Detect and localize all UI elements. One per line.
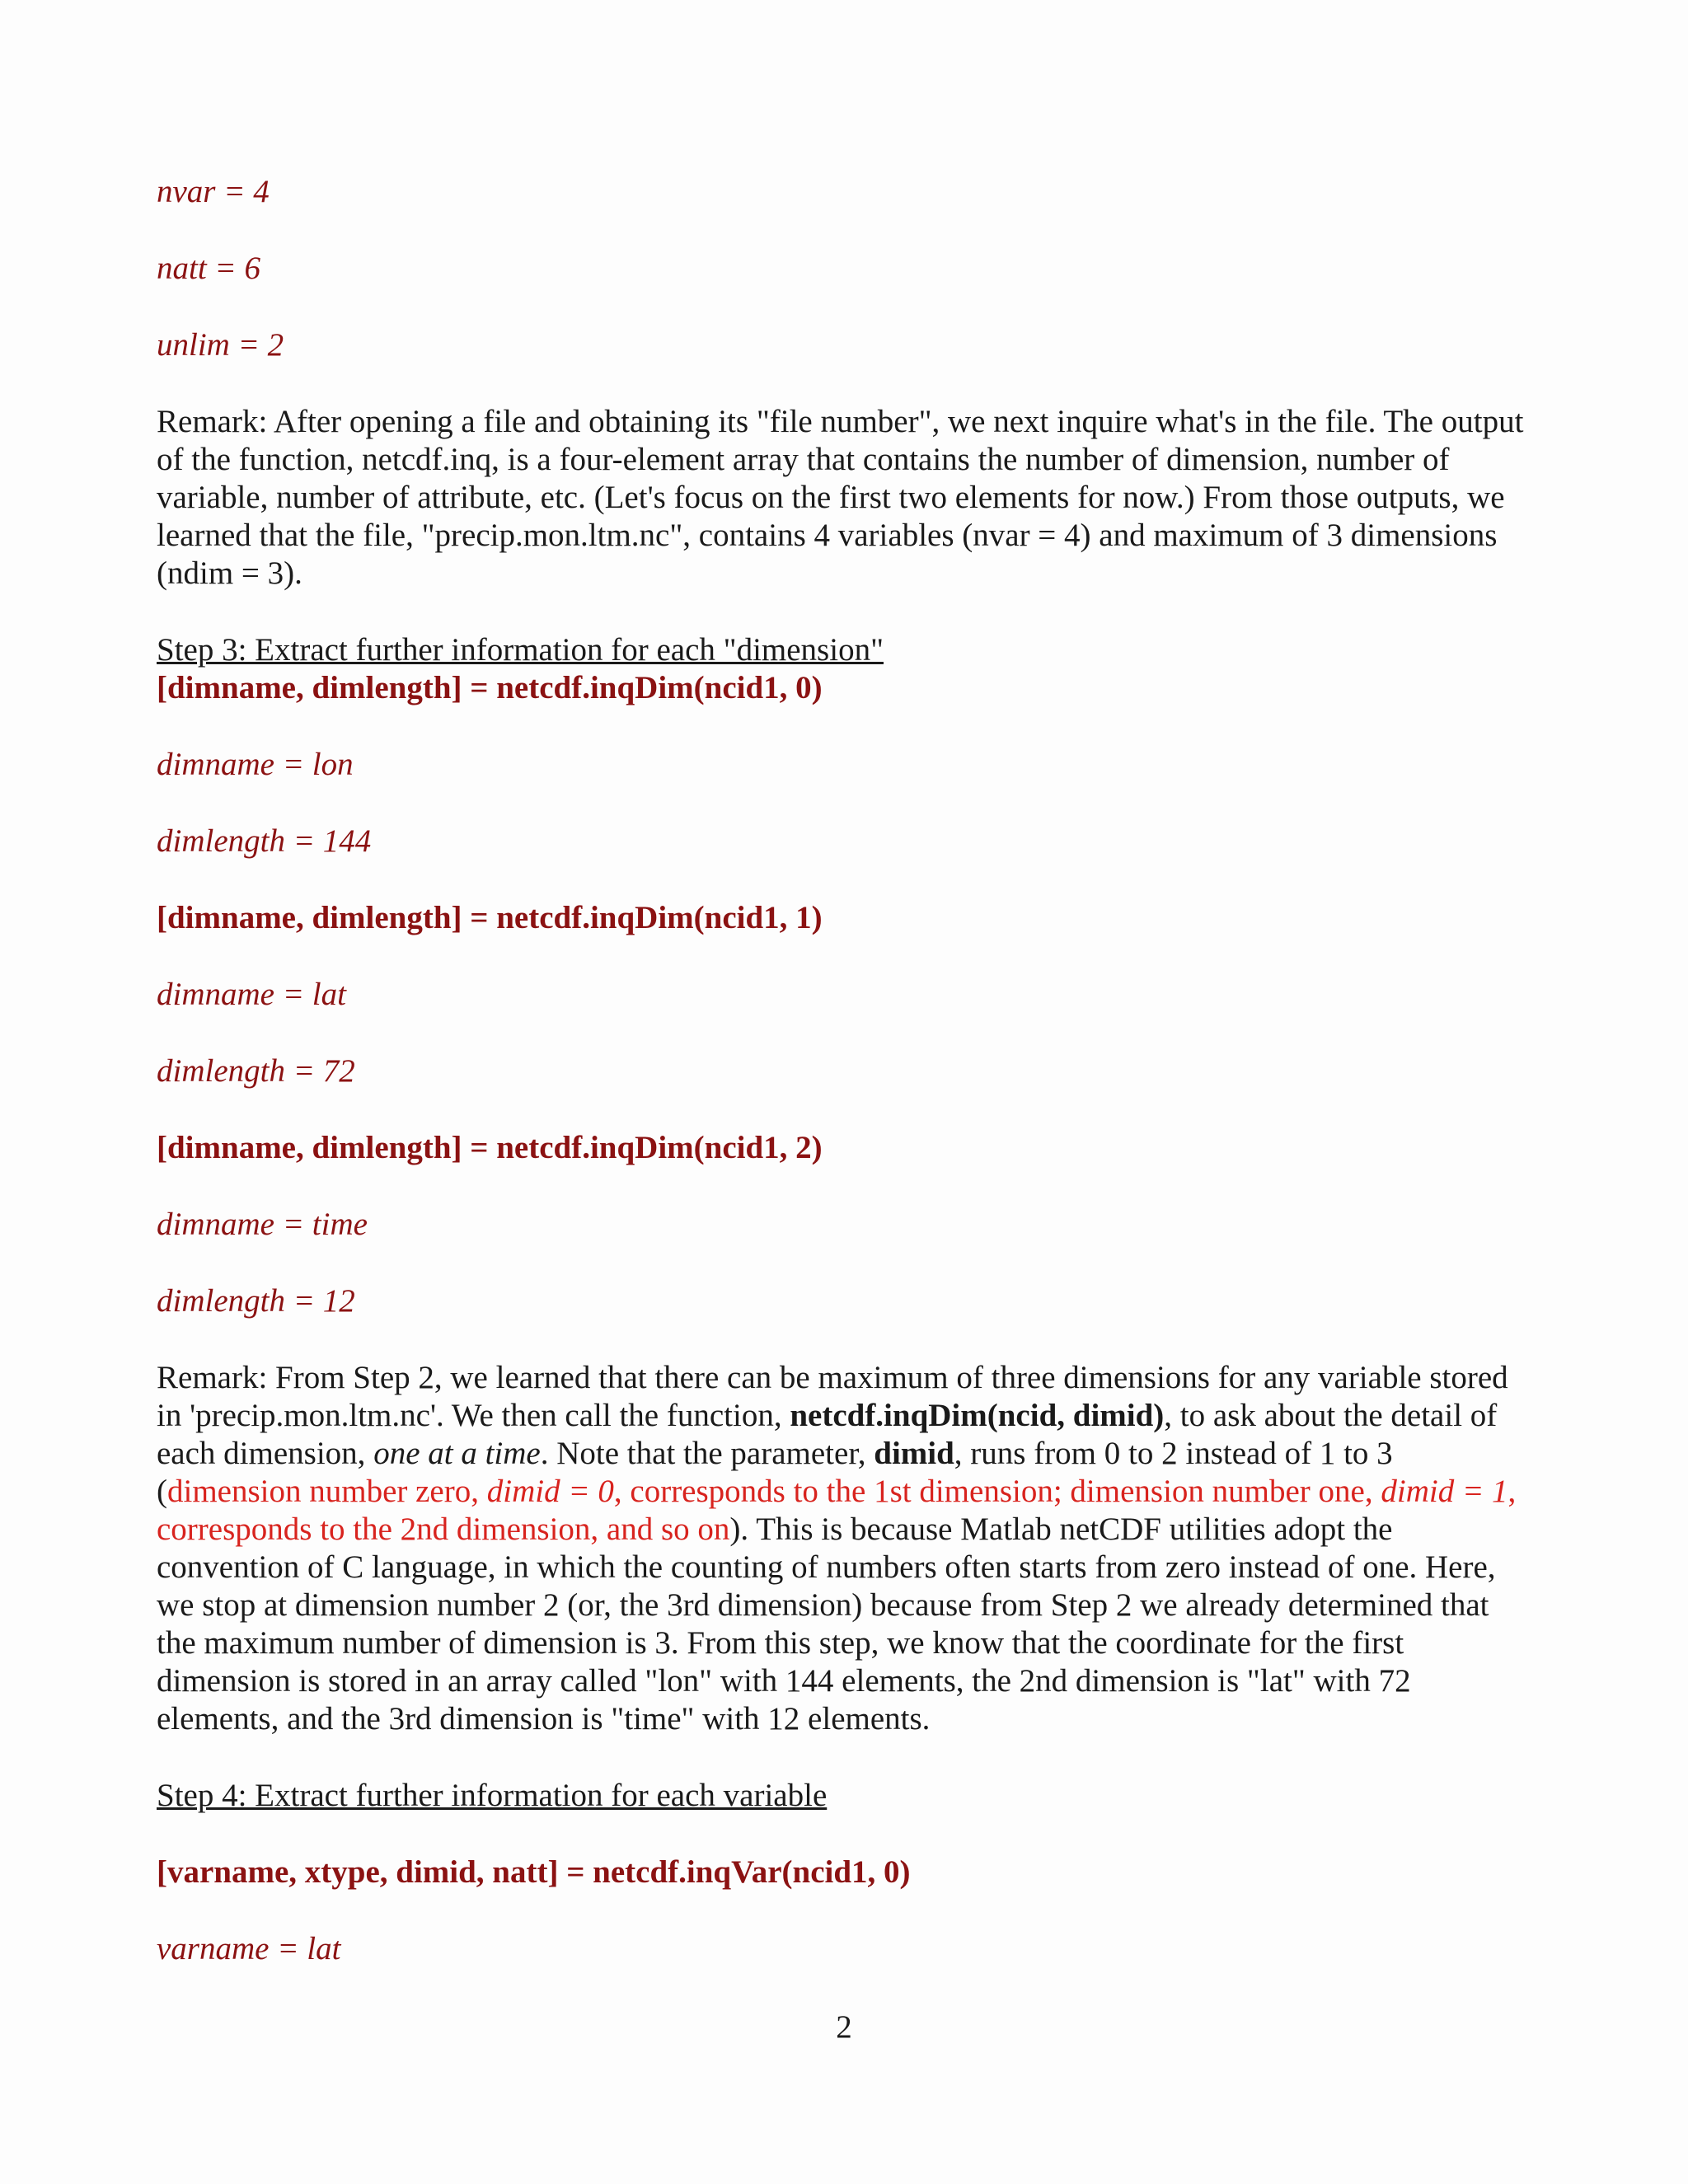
output-nvar: nvar = 4 bbox=[157, 174, 270, 209]
remark-red-italic: dimid = 1 bbox=[1381, 1474, 1508, 1509]
inqvar-call-0: [varname, xtype, dimid, natt] = netcdf.inqVar(ncid1, 0) bbox=[157, 1854, 911, 1890]
output-dimname-1: dimname = lat bbox=[157, 977, 346, 1012]
output-unlim: unlim = 2 bbox=[157, 327, 284, 363]
inqdim-call-2: [dimname, dimlength] = netcdf.inqDim(ncid1, 2) bbox=[157, 1130, 823, 1165]
remark-text: , runs from 0 to 2 instead of 1 to 3 ( bbox=[157, 1436, 1393, 1509]
output-dimlength-2: dimlength = 12 bbox=[157, 1283, 355, 1319]
step3-heading: Step 3: Extract further information for each "dimension" bbox=[157, 632, 884, 668]
output-dimname-0: dimname = lon bbox=[157, 747, 354, 782]
output-dimlength-1: dimlength = 72 bbox=[157, 1053, 355, 1089]
remark-red-note: , corresponds to the 2nd dimension, and so on bbox=[157, 1474, 1517, 1547]
remark-step3 bbox=[157, 1359, 1533, 1738]
document-page bbox=[157, 173, 1533, 2007]
output-dimname-2: dimname = time bbox=[157, 1207, 368, 1242]
remark-text: Remark: From Step 2, we learned that there can be maximum of three dimensions for any variable stored in 'precip.mon.ltm.nc'. We then call the function, bbox=[157, 1360, 1508, 1433]
remark-text: ). This is because Matlab netCDF utilities adopt the convention of C language, in which the counting of numbers often starts from zero instead of one. Here, we stop at dimension number 2 (or, the 3rd dimension) because from Step 2 we already determined that the maximum number of dimension is 3. From this step, we know that the coordinate for the first dimension is stored in an array called "lon" with 144 elements, the 2nd dimension is "lat" with 72 elements, and the 3rd dimension is "time" with 12 elements. bbox=[157, 1511, 1496, 1736]
remark-italic: one at a time bbox=[373, 1436, 541, 1471]
output-natt: natt = 6 bbox=[157, 251, 260, 286]
output-varname-0: varname = lat bbox=[157, 1931, 341, 1966]
page-number: 2 bbox=[836, 2009, 852, 2045]
remark-red-italic: dimid = 0 bbox=[486, 1474, 614, 1509]
remark-step2: Remark: After opening a file and obtaining its "file number", we next inquire what's in the file. The output of the function, netcdf.inq, is a four-element array that contains the number of dimension, number of variable, number of attribute, etc. (Let's focus on the first two elements for now.) From those outputs, we learned that the file, "precip.mon.ltm.nc", contains 4 variables (nvar = 4) and maximum of 3 dimensions (ndim = 3). bbox=[157, 404, 1524, 591]
remark-red-note: dimension number zero, bbox=[167, 1474, 487, 1509]
remark-red-note: , corresponds to the 1st dimension; dimension number one, bbox=[613, 1474, 1381, 1509]
inqdim-call-1: [dimname, dimlength] = netcdf.inqDim(ncid1, 1) bbox=[157, 900, 823, 935]
remark-text: . Note that the parameter, bbox=[540, 1436, 874, 1471]
step4-heading: Step 4: Extract further information for each variable bbox=[157, 1778, 828, 1813]
remark-bold-function: netcdf.inqDim(ncid, dimid) bbox=[790, 1398, 1165, 1433]
remark-bold-param: dimid bbox=[874, 1436, 954, 1471]
inqdim-call-0: [dimname, dimlength] = netcdf.inqDim(ncid1, 0) bbox=[157, 670, 823, 705]
output-dimlength-0: dimlength = 144 bbox=[157, 823, 372, 859]
remark-text: , to ask about the detail of each dimension, bbox=[157, 1398, 1498, 1471]
